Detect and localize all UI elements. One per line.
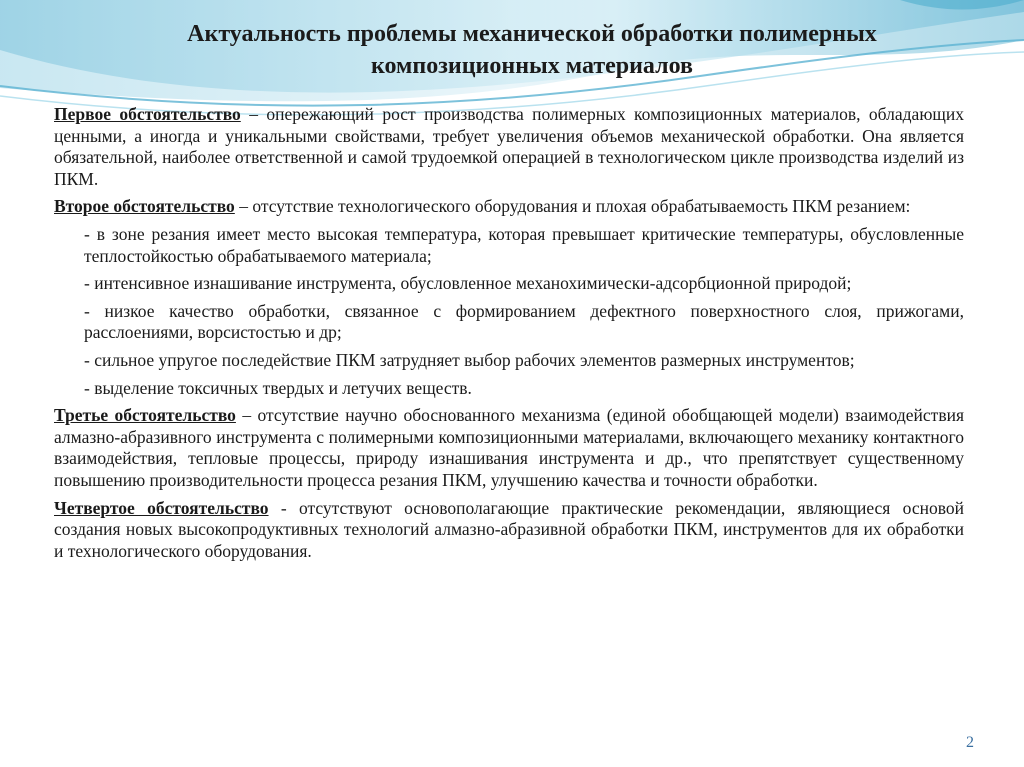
slide-title-line2: композиционных материалов — [371, 53, 693, 79]
list-item: - выделение токсичных твердых и летучих веществ. — [84, 377, 472, 398]
slide-title-line1: Актуальность проблемы механической обработки полимерных — [187, 21, 877, 47]
slide-body — [54, 104, 964, 568]
paragraph-text: – опережающий рост производства полимерных композиционных материалов, обладающих ценными, а иногда и уникальными свойствами, требует увеличения объемов механической обработки. Она является обязательной, наиболее ответственной и самой трудоемкой операцией в технологическом цикле производства изделий из ПКМ. — [54, 104, 964, 189]
page-number: 2 — [966, 734, 974, 751]
list-item: - в зоне резания имеет место высокая температура, которая превышает критические температуры, обусловленные теплостойкостью обрабатываемого материала; — [84, 223, 964, 266]
paragraph-text: – отсутствие научно обоснованного механизма (единой обобщающей модели) взаимодействия алмазно-абразивного инструмента с полимерными композиционными материалами, включающего механику контактного взаимодействия, тепловые процессы, природу изнашивания инструмента и др., что препятствует существенному повышению производительности процесса резания ПКМ, улучшению качества и точности обработки. — [54, 405, 964, 490]
paragraph-fourth — [54, 498, 964, 563]
paragraph-lead: Третье обстоятельство — [54, 405, 236, 426]
paragraph-third — [54, 405, 964, 491]
paragraph-text: - отсутствуют основополагающие практические рекомендации, являющиеся основой создания новых высокопродуктивных технологий алмазно-абразивной обработки ПКМ, инструментов для их обработки и технологического оборудования. — [54, 497, 964, 561]
slide-title — [60, 18, 1004, 82]
paragraph-second — [54, 196, 964, 218]
paragraph-lead: Первое обстоятельство — [54, 104, 241, 124]
paragraph-lead: Второе обстоятельство — [54, 196, 235, 217]
paragraph-lead: Четвертое обстоятельство — [54, 497, 269, 518]
paragraph-first — [54, 104, 964, 190]
list-item: - интенсивное изнашивание инструмента, обусловленное механохимически-адсорбционной природой; — [84, 273, 852, 294]
list-item: - сильное упругое последействие ПКМ затрудняет выбор рабочих элементов размерных инструментов; — [84, 349, 855, 370]
list-item: - низкое качество обработки, связанное с формированием дефектного поверхностного слоя, прижогами, расслоениями, ворсистостью и др; — [84, 300, 964, 343]
paragraph-text: – отсутствие технологического оборудования и плохая обрабатываемость ПКМ резанием: — [234, 196, 911, 217]
